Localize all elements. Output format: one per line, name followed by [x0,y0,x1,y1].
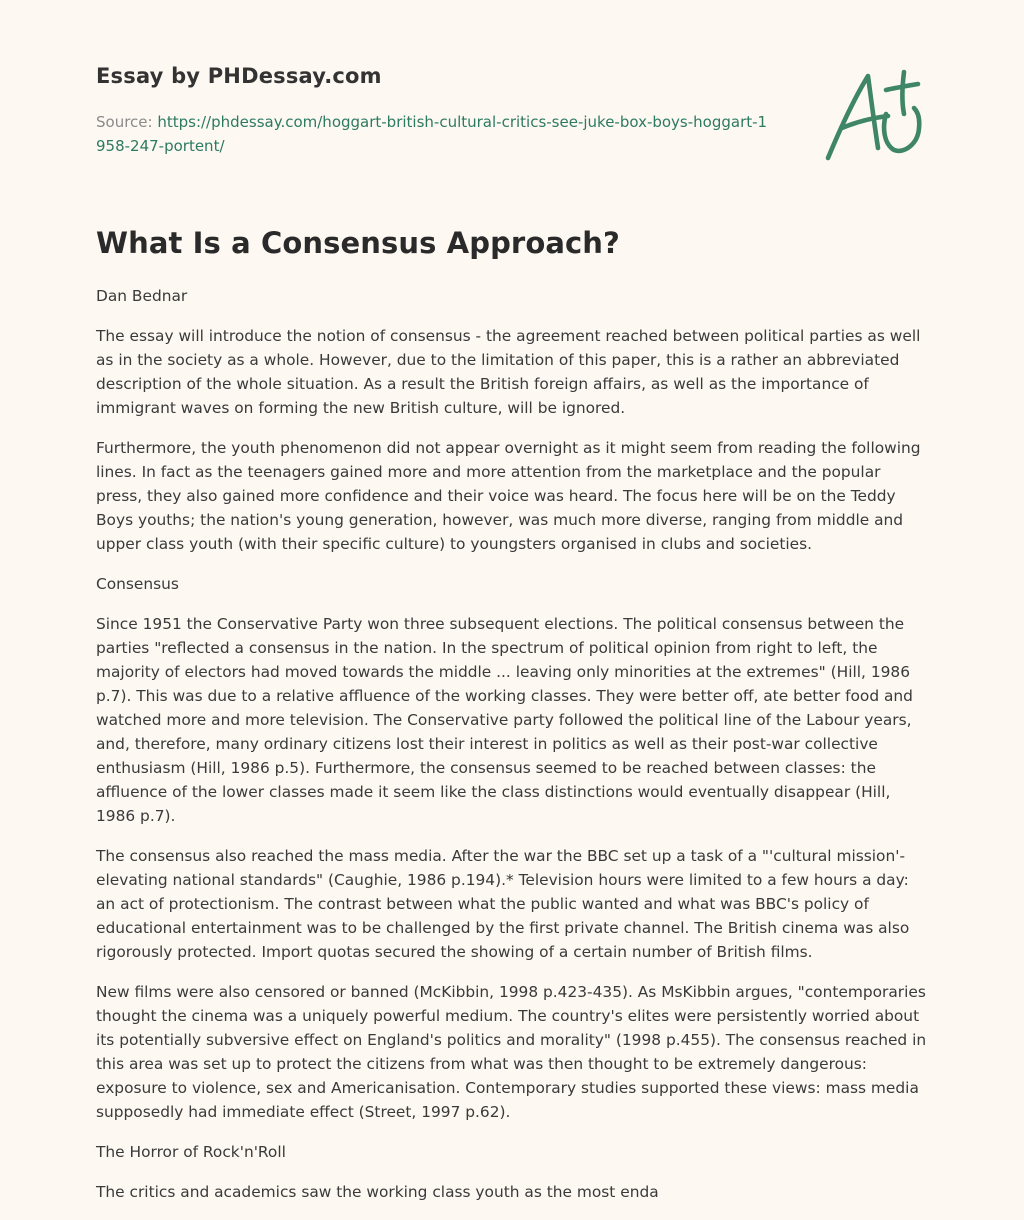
essay-body [96,284,930,1220]
paragraph: The consensus also reached the mass media. After the war the BBC set up a task of a "'cultural mission'- elevating national standards" (Caughie, 1986 p.194).* Television hours were limited to a few hours a day: an act of protectionism. The contrast between what the public wanted and what was BBC's policy of educational entertainment was to be challenged by the first private channel. The British cinema was also rigorously protected. Import quotas secured the showing of a certain number of British films. [96,847,910,961]
paragraph: Furthermore, the youth phenomenon did not appear overnight as it might seem from reading the following lines. In fact as the teenagers gained more and more attention from the marketplace and the popular press, they also gained more confidence and their voice was heard. The focus here will be on the Teddy Boys youths; the nation's young generation, however, was much more diverse, ranging from middle and upper class youth (with their specific culture) to youngsters organised in clubs and societies. [96,439,921,553]
paragraph: New films were also censored or banned (McKibbin, 1998 p.423-435). As MsKibbin argues, "contemporaries thought the cinema was a uniquely powerful medium. The country's elites were persistently worried about its potentially subversive effect on England's politics and morality" (1998 p.455). The consensus reached in this area was set up to protect the citizens from what was then thought to be extremely dangerous: exposure to violence, sex and Americanisation. Contemporary studies supported these views: mass media supposedly had immediate effect (Street, 1997 p.62). [96,983,927,1121]
section-heading: Consensus [96,575,179,593]
source-link[interactable]: https://phdessay.com/hoggart-british-cultural-critics-see-juke-box-boys-hoggart-1958-247-portent/ [96,113,768,155]
paragraph: The essay will introduce the notion of consensus - the agreement reached between political parties as well as in the society as a whole. However, due to the limitation of this paper, this is a rather an abbreviated description of the whole situation. As a result the British foreign affairs, as well as the importance of immigrant waves on forming the new British culture, will be ignored. [96,327,921,417]
source-line [96,110,776,158]
a-plus-grade-icon [824,68,928,164]
site-title: Essay by PHDessay.com [96,64,382,88]
page-header [96,0,928,190]
paragraph: The critics and academics saw the working class youth as the most enda [96,1183,659,1201]
page-title: What Is a Consensus Approach? [96,226,620,260]
author-name: Dan Bednar [96,287,188,305]
paragraph: Since 1951 the Conservative Party won three subsequent elections. The political consensus between the parties "reflected a consensus in the nation. In the spectrum of political opinion from right to left, the majority of electors had moved towards the middle ... leaving only minorities at the extremes" (Hill, 1986 p.7). This was due to a relative affluence of the working classes. They were better off, ate better food and watched more and more television. The Conservative party followed the political line of the Labour years, and, therefore, many ordinary citizens lost their interest in politics as well as their post-war collective enthusiasm (Hill, 1986 p.5). Furthermore, the consensus seemed to be reached between classes: the affluence of the lower classes made it seem like the class distinctions would eventually disappear (Hill, 1986 p.7). [96,615,913,825]
section-heading: The Horror of Rock'n'Roll [96,1143,286,1161]
source-label: Source: [96,113,158,131]
